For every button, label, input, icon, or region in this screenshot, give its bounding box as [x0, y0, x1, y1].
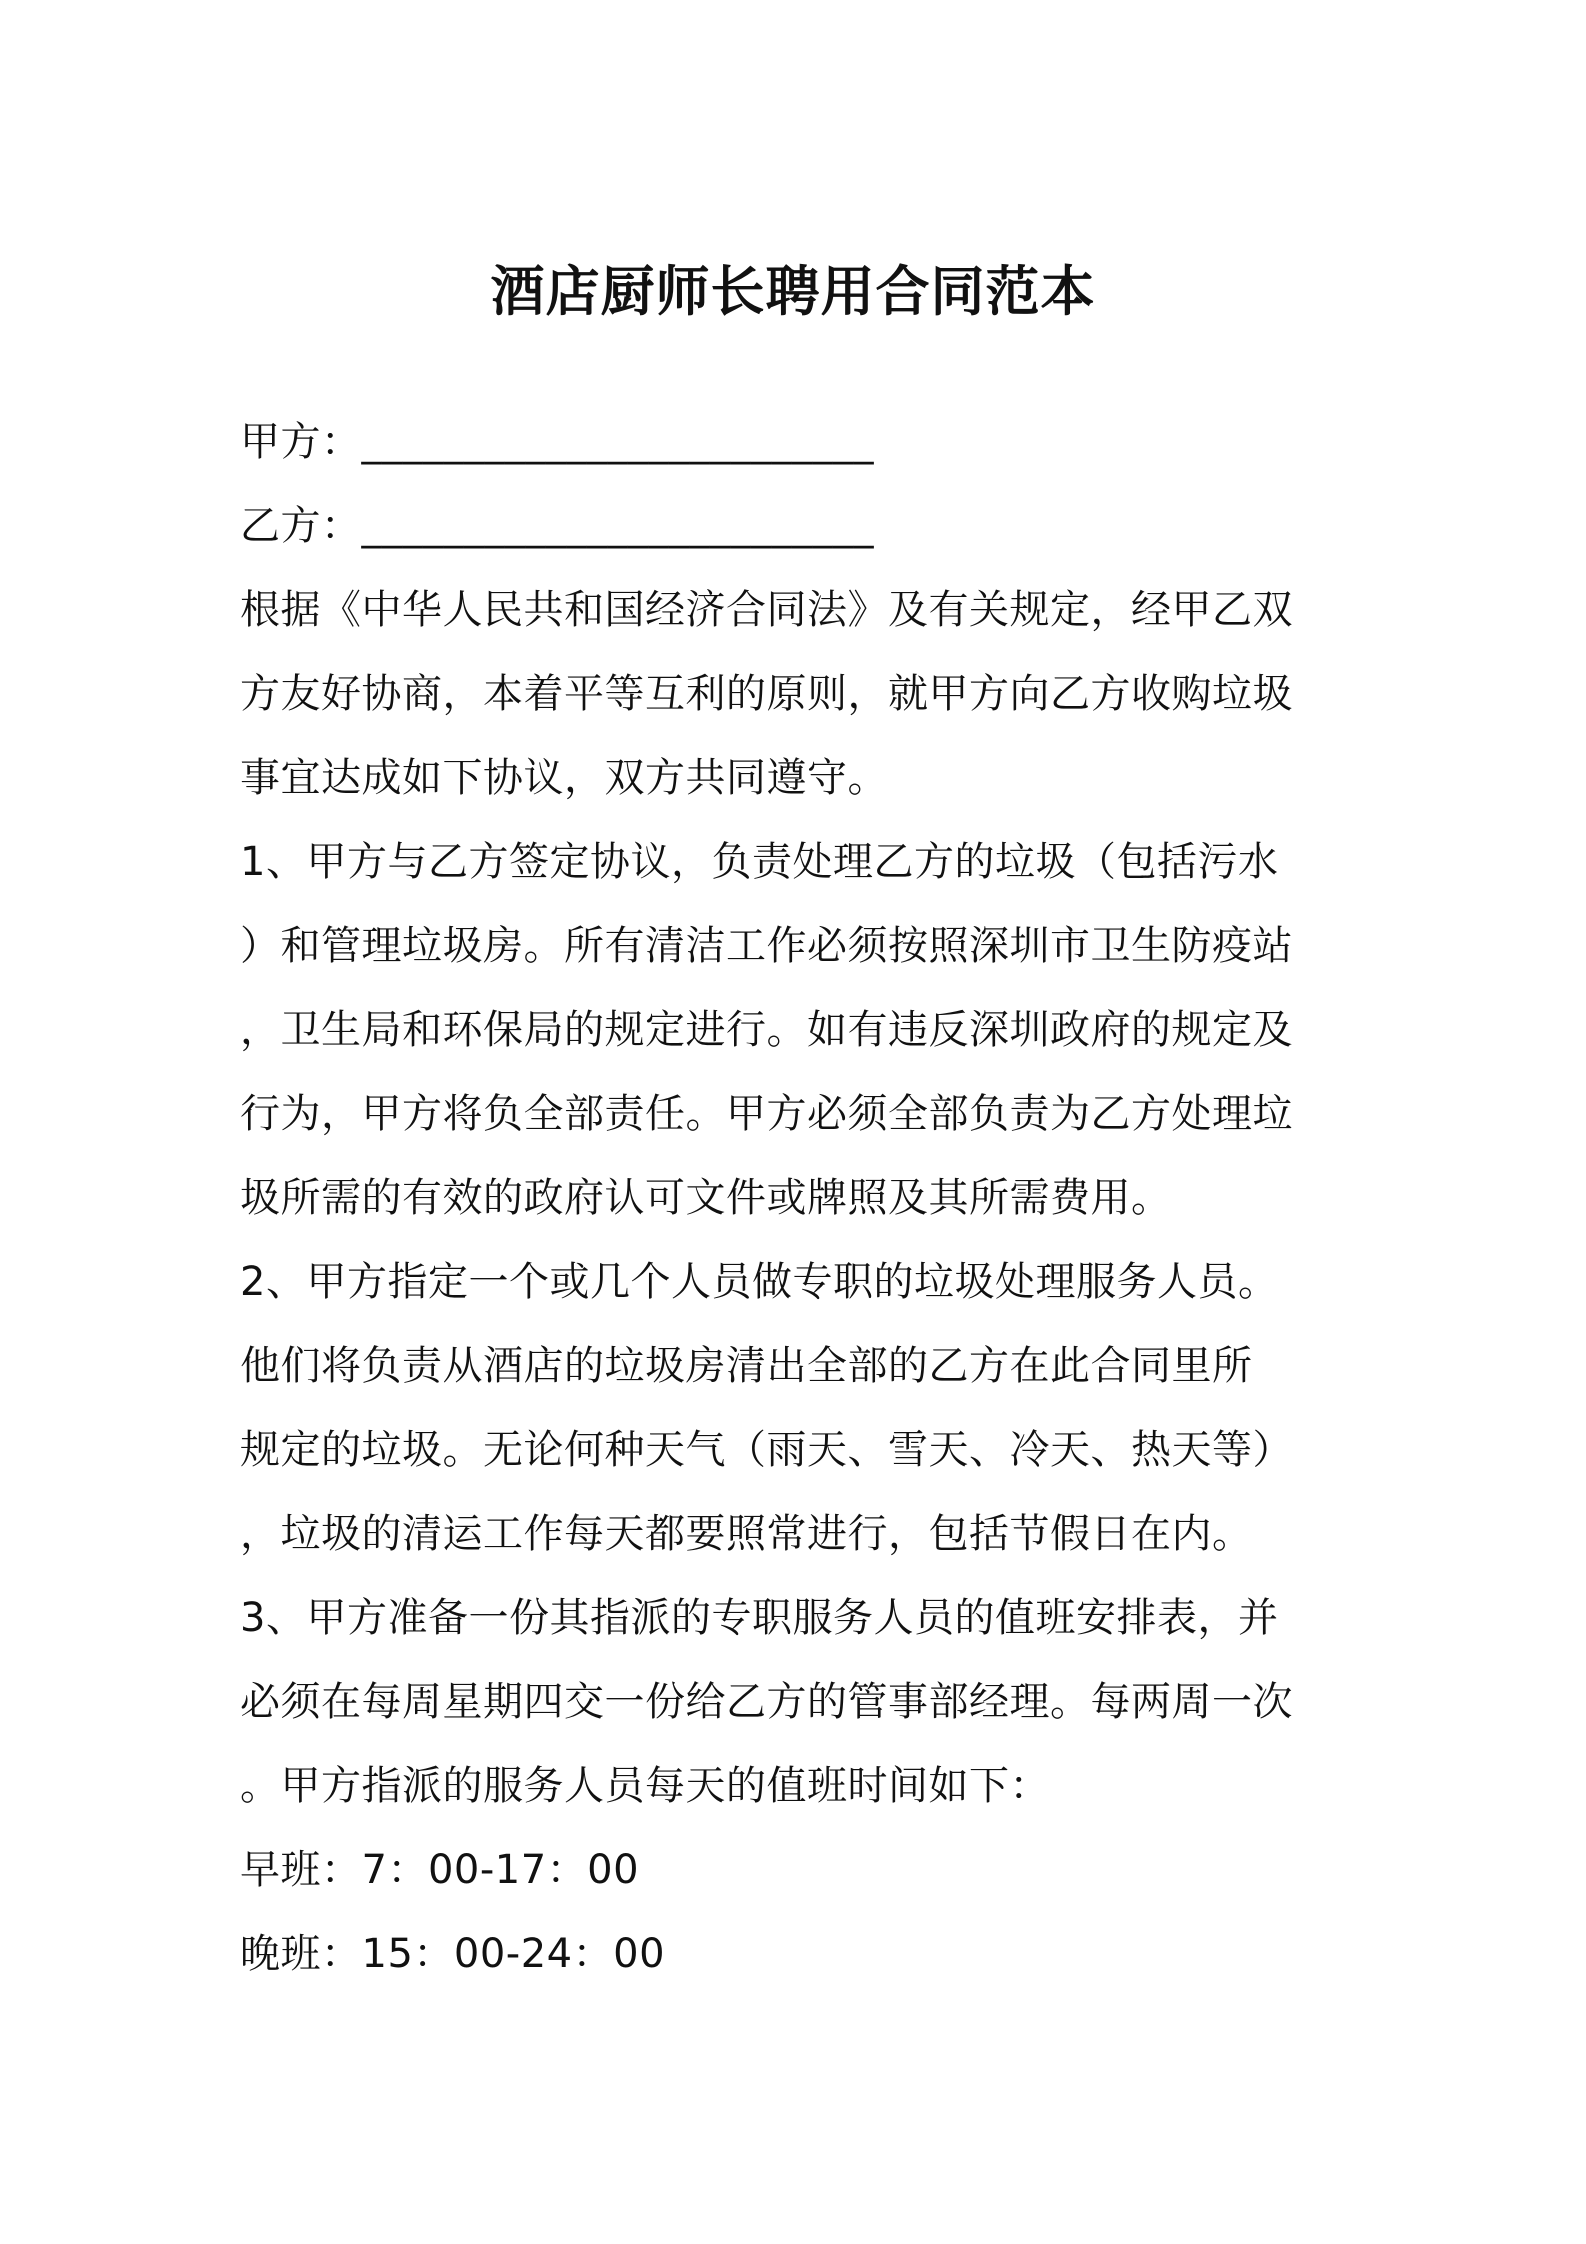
preamble-line: 根据《中华人民共和国经济合同法》及有关规定，经甲乙双 [240, 587, 1293, 633]
clause-3-line: 。甲方指派的服务人员每天的值班时间如下： [240, 1763, 1050, 1809]
clause-2-line: ，垃圾的清运工作每天都要照常进行，包括节假日在内。 [240, 1511, 1253, 1557]
clause-1-line: 圾所需的有效的政府认可文件或牌照及其所需费用。 [240, 1175, 1172, 1221]
party-b-line: 乙方：_________________________ [240, 503, 874, 549]
clause-1-line: 1、甲方与乙方签定协议，负责处理乙方的垃圾（包括污水 [240, 839, 1279, 885]
party-a-line: 甲方：_________________________ [240, 419, 874, 465]
clause-1-line: ）和管理垃圾房。所有清洁工作必须按照深圳市卫生防疫站 [240, 923, 1293, 969]
preamble-line: 事宜达成如下协议，双方共同遵守。 [240, 755, 888, 801]
clause-3-line: 3、甲方准备一份其指派的专职服务人员的值班安排表，并 [240, 1595, 1279, 1641]
clause-3-line: 必须在每周星期四交一份给乙方的管事部经理。每两周一次 [240, 1679, 1293, 1725]
clause-1-line: 行为，甲方将负全部责任。甲方必须全部负责为乙方处理垃 [240, 1091, 1293, 1137]
morning-shift-line: 早班：7：00-17：00 [240, 1847, 640, 1893]
clause-2-line: 2、甲方指定一个或几个人员做专职的垃圾处理服务人员。 [240, 1259, 1279, 1305]
clause-1-line: ，卫生局和环保局的规定进行。如有违反深圳政府的规定及 [240, 1007, 1293, 1053]
evening-shift-line: 晚班：15：00-24：00 [240, 1931, 666, 1977]
preamble-line: 方友好协商，本着平等互利的原则，就甲方向乙方收购垃圾 [240, 671, 1293, 717]
clause-2-line: 规定的垃圾。无论何种天气（雨天、雪天、冷天、热天等） [240, 1427, 1293, 1473]
document-title: 酒店厨师长聘用合同范本 [490, 260, 1096, 323]
document-body [240, 400, 1360, 1996]
clause-2-line: 他们将负责从酒店的垃圾房清出全部的乙方在此合同里所 [240, 1343, 1253, 1389]
